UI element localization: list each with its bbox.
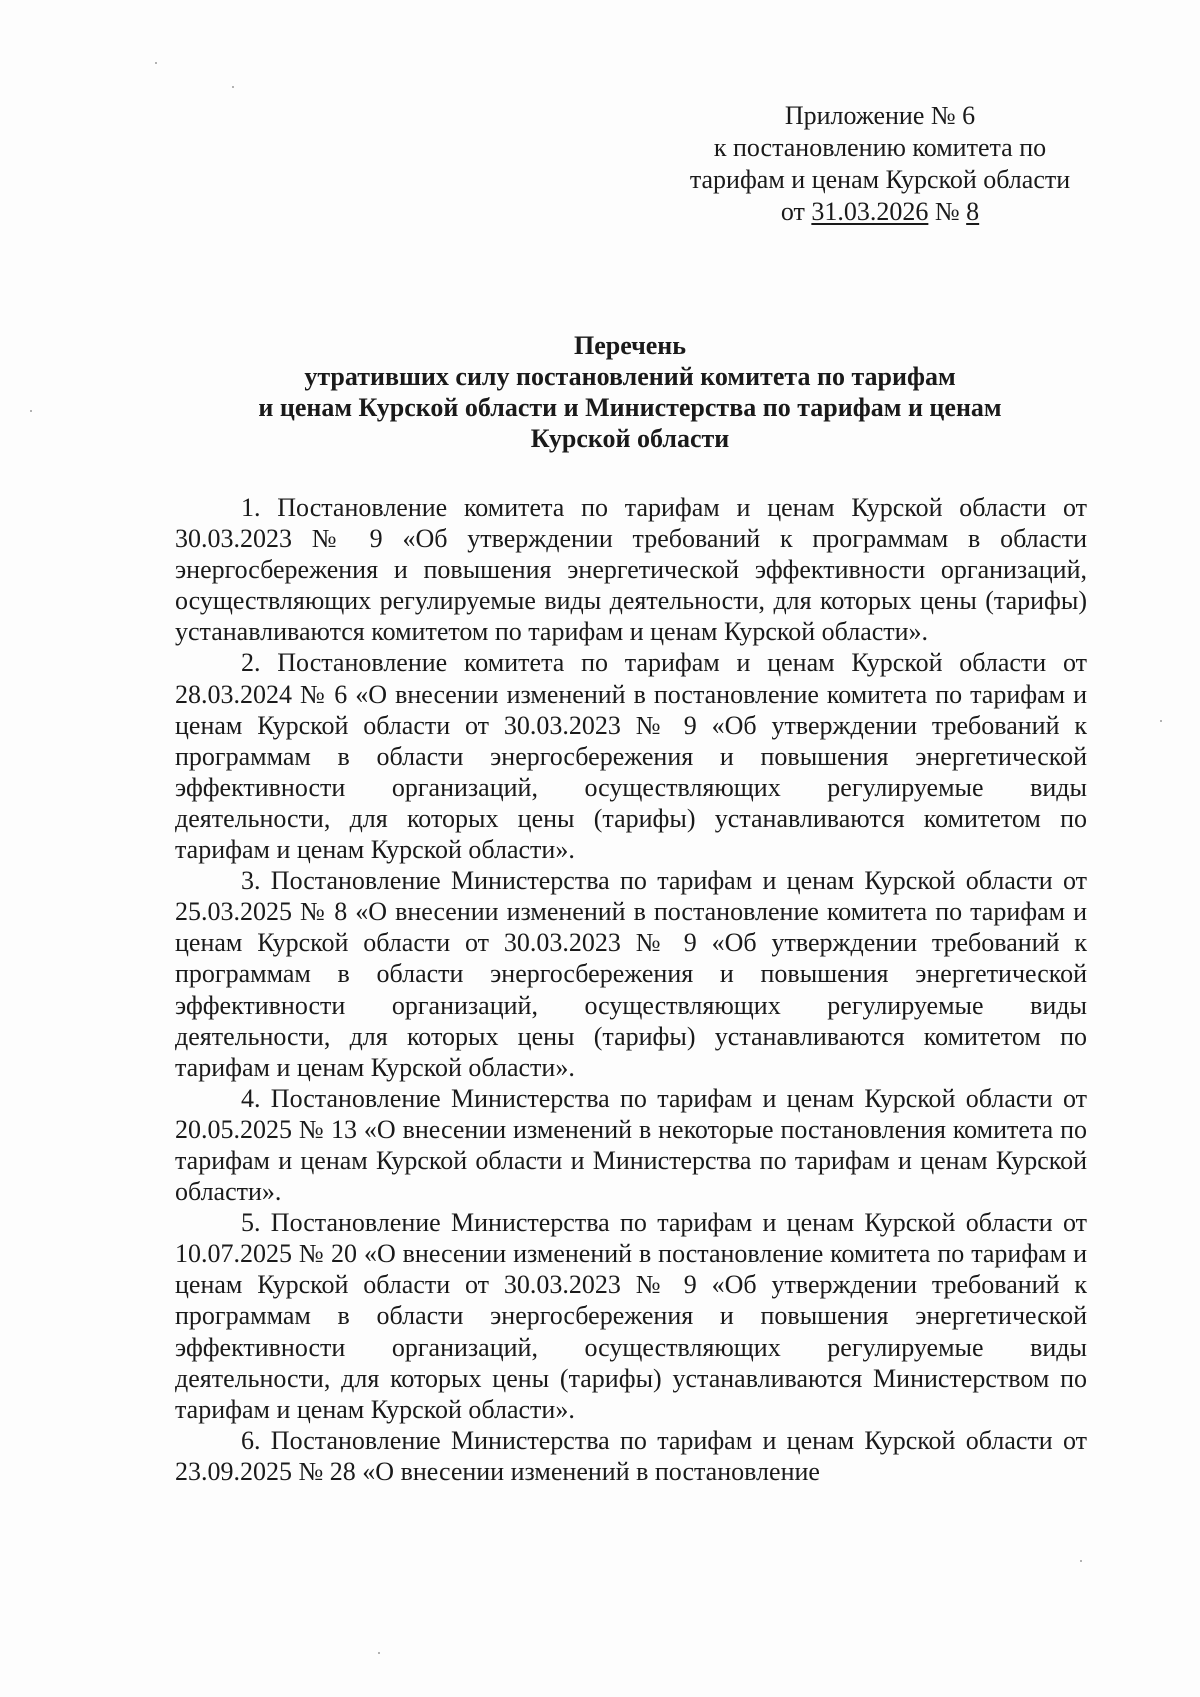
appendix-date: 31.03.2026 xyxy=(811,197,929,226)
title-line-2: утративших силу постановлений комитета по тарифам xyxy=(304,362,956,391)
item-number: 2. xyxy=(241,648,261,678)
scan-speck xyxy=(1160,720,1162,722)
number-prefix: № xyxy=(928,197,967,226)
item-text: Постановление Министерства по тарифам и ценам Курской области от 25.03.2025 № 8 «О внесении изменений в постановление комитета по тарифам и ценам Курской области от 30.03.2023 № 9 «Об утверждении требований к программам в области энергосбережения и повышения энергетической эффективности организаций, осуществляющих регулируемые виды деятельности, для которых цены (тарифы) устанавливаются комитетом по тарифам и ценам Курской области». xyxy=(175,866,1087,1082)
scan-speck xyxy=(155,62,157,64)
scan-speck xyxy=(232,86,234,88)
list-item xyxy=(175,1207,1087,1425)
item-text: Постановление Министерства по тарифам и ценам Курской области от 20.05.2025 № 13 «О внесении изменений в некоторые постановления комитета по тарифам и ценам Курской области и Министерства по тарифам и ценам Курской области». xyxy=(175,1083,1087,1207)
title-line-1: Перечень xyxy=(573,331,687,360)
appendix-header xyxy=(660,100,1100,228)
list-item xyxy=(175,1083,1087,1207)
repealed-acts-list xyxy=(175,492,1087,1487)
item-text: Постановление Министерства по тарифам и ценам Курской области от 23.09.2025 № 28 «О внесении изменений в постановление xyxy=(175,1425,1087,1486)
item-number: 1. xyxy=(241,493,261,522)
title-line-3: и ценам Курской области и Министерства по тарифам и ценам xyxy=(258,393,1002,422)
appendix-number: 8 xyxy=(966,197,980,226)
item-text: Постановление Министерства по тарифам и ценам Курской области от 10.07.2025 № 20 «О внесении изменений в постановление комитета по тарифам и ценам Курской области от 30.03.2023 № 9 «Об утверждении требований к программам в области энергосбережения и повышения энергетической эффективности организаций, осуществляющих регулируемые виды деятельности, для которых цены (тарифы) устанавливаются Министерством по тарифам и ценам Курской области». xyxy=(175,1208,1087,1424)
date-prefix: от xyxy=(780,197,812,226)
list-item xyxy=(175,1425,1087,1487)
list-item xyxy=(175,492,1087,647)
item-number: 3. xyxy=(241,866,261,896)
document-title xyxy=(170,330,1090,454)
scan-speck xyxy=(1080,1560,1082,1562)
appendix-title: Приложение № 6 xyxy=(784,101,976,130)
list-item xyxy=(175,865,1087,1083)
appendix-authority-line: тарифам и ценам Курской области xyxy=(689,165,1071,194)
item-number: 6. xyxy=(241,1425,261,1455)
item-text: Постановление комитета по тарифам и ценам Курской области от 30.03.2023 № 9 «Об утверждении требований к программам в области энергосбережения и повышения энергетической эффективности организаций, осуществляющих регулируемые виды деятельности, для которых цены (тарифы) устанавливаются комитетом по тарифам и ценам Курской области». xyxy=(175,493,1087,647)
scan-speck xyxy=(30,410,32,412)
appendix-reference-line: к постановлению комитета по xyxy=(713,133,1047,162)
item-number: 4. xyxy=(241,1083,261,1113)
item-number: 5. xyxy=(241,1208,261,1238)
list-item xyxy=(175,647,1087,865)
item-text: Постановление комитета по тарифам и ценам Курской области от 28.03.2024 № 6 «О внесении изменений в постановление комитета по тарифам и ценам Курской области от 30.03.2023 № 9 «Об утверждении требований к программам в области энергосбережения и повышения энергетической эффективности организаций, осуществляющих регулируемые виды деятельности, для которых цены (тарифы) устанавливаются комитетом по тарифам и ценам Курской области». xyxy=(175,648,1087,865)
scan-speck xyxy=(378,1652,380,1654)
appendix-date-line xyxy=(660,196,1100,228)
title-line-4: Курской области xyxy=(530,424,730,453)
